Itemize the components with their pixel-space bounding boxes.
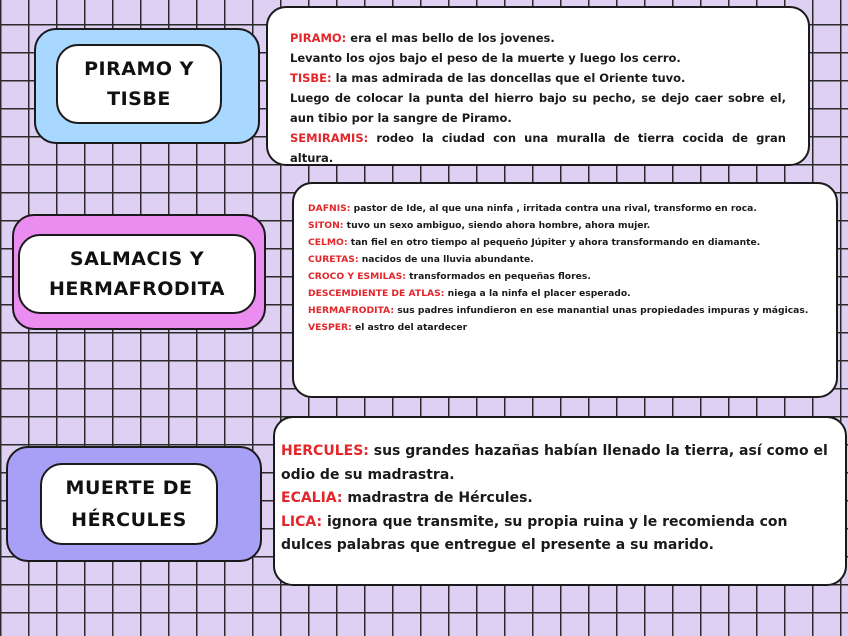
- section-3-title-line1: MUERTE DE: [65, 477, 193, 499]
- section-3-card: [273, 416, 847, 586]
- entry-term: LICA:: [281, 513, 323, 530]
- entry-term: ECALIA:: [281, 490, 343, 506]
- entry: [281, 511, 839, 558]
- entry-term: SEMIRAMIS:: [290, 131, 369, 145]
- entry: [290, 48, 786, 68]
- entry-text: nacidos de una lluvia abundante.: [358, 254, 534, 265]
- section-2-card: [292, 182, 838, 398]
- entry-text: pastor de Ide, al que una ninfa , irritada contra una rival, transformo en roca.: [350, 203, 757, 214]
- section-3-title-line2: HÉRCULES: [71, 509, 187, 531]
- entry-term: HERCULES:: [281, 443, 369, 459]
- entry-text: Levanto los ojos bajo el peso de la muerte y luego los cerro.: [290, 51, 681, 65]
- entry: [290, 88, 786, 128]
- entry: [290, 28, 786, 48]
- entry-text: Luego de colocar la punta del hierro bajo su pecho, se dejo caer sobre el, aun tibio por la sangre de Piramo.: [290, 91, 786, 125]
- section-1-card: [266, 6, 810, 166]
- entry-term: DAFNIS:: [308, 203, 351, 214]
- entry-text: madrastra de Hércules.: [342, 490, 533, 506]
- entry-text: tan fiel en otro tiempo al pequeño Júpiter y ahora transformando en diamante.: [347, 237, 761, 248]
- entry-text: era el mas bello de los jovenes.: [346, 31, 555, 45]
- entry-text: la mas admirada de las doncellas que el Oriente tuvo.: [331, 71, 686, 85]
- entry-text: sus padres infundieron en ese manantial unas propiedades impuras y mágicas.: [394, 305, 809, 316]
- entry: [308, 302, 818, 319]
- entry-term: CELMO:: [308, 237, 348, 248]
- entry-text: rodeo la ciudad con una muralla de tierra cocida de gran altura.: [290, 131, 786, 165]
- entry: [308, 251, 818, 268]
- entry-term: CROCO Y ESMILAS:: [308, 271, 406, 282]
- entry: [308, 217, 818, 234]
- entry-term: VESPER:: [308, 322, 352, 333]
- entry-term: CURETAS:: [308, 254, 359, 265]
- entry-term: TISBE:: [290, 71, 332, 85]
- entry-text: ignora que transmite, su propia ruina y le recomienda con dulces palabras que entregue el presente a su marido.: [281, 513, 788, 553]
- entry: [308, 234, 818, 251]
- section-2-title: [18, 234, 256, 314]
- entry-term: PIRAMO:: [290, 31, 347, 45]
- entry: [290, 68, 786, 88]
- entry: [308, 285, 818, 302]
- entry-text: niega a la ninfa el placer esperado.: [444, 288, 631, 299]
- entry: [281, 440, 839, 487]
- section-1-title-line1: PIRAMO Y: [84, 58, 194, 80]
- entry-text: tuvo un sexo ambiguo, siendo ahora hombre, ahora mujer.: [343, 220, 651, 231]
- entry-term: SITON:: [308, 220, 344, 231]
- entry-text: el astro del atardecer: [351, 322, 468, 333]
- entry-term: HERMAFRODITA:: [308, 305, 395, 316]
- section-2-title-line1: SALMACIS Y: [69, 248, 205, 270]
- section-1-title-line2: TISBE: [107, 88, 171, 110]
- entry: [308, 319, 818, 336]
- entry-term: DESCEMDIENTE DE ATLAS:: [308, 288, 445, 299]
- entry-text: transformados en pequeñas flores.: [405, 271, 591, 282]
- entry: [308, 268, 818, 285]
- section-3-title: [40, 463, 218, 545]
- entry: [308, 200, 818, 217]
- entry: [290, 128, 786, 168]
- entry: [281, 487, 839, 511]
- entry-text: sus grandes hazañas habían llenado la tierra, así como el odio de su madrastra.: [281, 443, 828, 483]
- section-1-title: [56, 44, 222, 124]
- section-2-title-line2: HERMAFRODITA: [49, 278, 225, 300]
